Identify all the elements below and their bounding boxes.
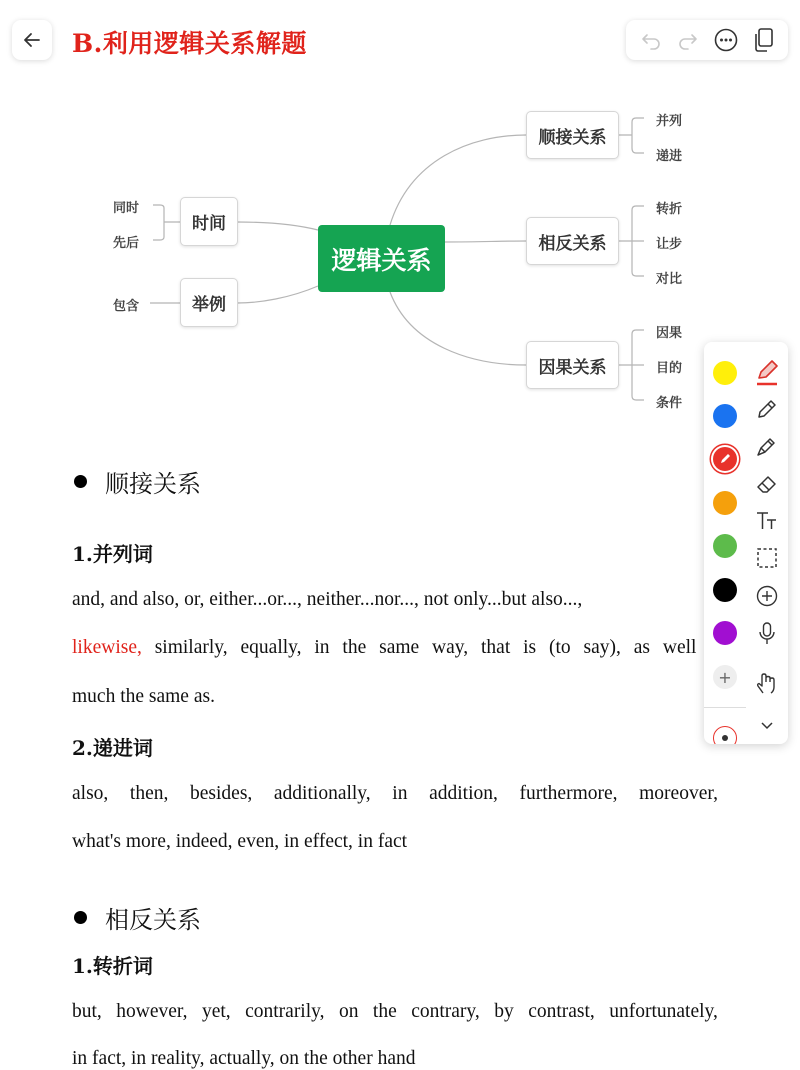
word: in xyxy=(314,637,330,658)
word: additionally, xyxy=(273,783,371,804)
text-line: what's more, indeed, even, in effect, in fact xyxy=(72,831,408,852)
collapse-palette-button[interactable] xyxy=(754,712,780,738)
word: contrarily, xyxy=(245,1001,325,1022)
highlighter-tool[interactable] xyxy=(754,433,780,459)
mind-map-root: 逻辑关系 xyxy=(318,225,445,292)
lasso-select-icon xyxy=(755,546,779,570)
subsection-heading: 2.递进词 xyxy=(72,736,153,760)
eraser-icon xyxy=(755,472,779,496)
copy-button[interactable] xyxy=(749,26,777,54)
mind-map-node-example: 举例 xyxy=(180,278,238,327)
word: yet, xyxy=(201,1001,231,1022)
more-button[interactable] xyxy=(712,26,740,54)
redo-button[interactable] xyxy=(674,26,702,54)
text-line-justified xyxy=(72,637,718,659)
color-swatch-orange[interactable] xyxy=(713,491,737,515)
section-heading-text: 顺接关系 xyxy=(105,470,201,498)
pencil-icon xyxy=(755,397,779,421)
mind-map-leaf: 包含 xyxy=(113,299,140,314)
word: equally, xyxy=(240,637,302,658)
marker-tool[interactable] xyxy=(754,359,780,385)
word: also, xyxy=(72,783,109,804)
word: well xyxy=(662,637,697,658)
highlight-word: likewise, xyxy=(72,637,142,658)
more-icon xyxy=(713,27,739,53)
hand-tool[interactable] xyxy=(754,670,780,696)
undo-button[interactable] xyxy=(637,26,665,54)
mind-map-leaf: 递进 xyxy=(656,149,683,164)
add-shape-icon xyxy=(755,584,779,608)
word: furthermore, xyxy=(519,783,618,804)
pencil-tool[interactable] xyxy=(754,396,780,422)
arrow-left-icon xyxy=(22,30,42,50)
word: unfortunately, xyxy=(609,1001,718,1022)
bullet-icon xyxy=(74,911,87,924)
word: then, xyxy=(129,783,169,804)
back-button[interactable] xyxy=(12,20,52,60)
word: same xyxy=(379,637,420,658)
hand-touch-icon xyxy=(754,670,780,696)
page-title: B.利用逻辑关系解题 xyxy=(72,29,307,58)
mind-map-node-time: 时间 xyxy=(180,197,238,246)
text-line: in fact, in reality, actually, on the other hand xyxy=(72,1048,416,1069)
add-color-button[interactable]: + xyxy=(713,665,737,689)
mind-map-leaf: 让步 xyxy=(656,237,683,252)
word: addition, xyxy=(429,783,498,804)
section-heading xyxy=(74,900,201,935)
mind-map-node-sequential: 顺接关系 xyxy=(526,111,619,159)
word: besides, xyxy=(190,783,253,804)
color-swatch-green[interactable] xyxy=(713,534,737,558)
word: say), xyxy=(583,637,621,658)
mind-map-leaf: 先后 xyxy=(113,236,140,251)
word: but, xyxy=(72,1001,102,1022)
lasso-select-tool[interactable] xyxy=(754,545,780,571)
palette-divider xyxy=(704,707,746,708)
mind-map-leaf: 因果 xyxy=(656,326,683,341)
bullet-icon xyxy=(74,475,87,488)
word: by xyxy=(494,1001,514,1022)
mind-map-leaf: 条件 xyxy=(656,396,683,411)
word: contrary, xyxy=(411,1001,480,1022)
pen-selected-icon xyxy=(713,447,737,471)
mind-map-leaf: 同时 xyxy=(113,201,140,216)
subsection-heading: 1.并列词 xyxy=(72,542,153,566)
word: on xyxy=(338,1001,359,1022)
text-tool-icon xyxy=(754,509,780,533)
word: in xyxy=(392,783,408,804)
color-swatch-red-selected[interactable] xyxy=(713,447,737,471)
section-heading-text: 相反关系 xyxy=(105,906,201,934)
word: similarly, xyxy=(154,637,228,658)
word: the xyxy=(372,1001,397,1022)
voice-tool[interactable] xyxy=(754,621,780,647)
word: is xyxy=(523,637,537,658)
redo-icon xyxy=(677,29,699,51)
mind-map-leaf: 并列 xyxy=(656,114,683,129)
copy-icon xyxy=(751,27,775,53)
marker-pen-icon xyxy=(754,358,780,386)
text-tool[interactable] xyxy=(754,508,780,534)
word: that xyxy=(481,637,511,658)
word: however, xyxy=(116,1001,188,1022)
text-line: and, and also, or, either...or..., neither...nor..., not only...but also..., xyxy=(72,589,583,610)
section-heading xyxy=(74,464,201,499)
mind-map-leaf: 转折 xyxy=(656,202,683,217)
mind-map-leaf: 目的 xyxy=(656,361,683,376)
word: the xyxy=(342,637,367,658)
subsection-heading: 1.转折词 xyxy=(72,954,153,978)
color-swatch-blue[interactable] xyxy=(713,404,737,428)
stroke-size-button[interactable] xyxy=(713,726,737,744)
mind-map-node-opposite: 相反关系 xyxy=(526,217,619,265)
top-toolbar xyxy=(626,20,788,60)
color-swatch-yellow[interactable] xyxy=(713,361,737,385)
color-swatch-black[interactable] xyxy=(713,578,737,602)
mind-map xyxy=(0,90,800,410)
word: contrast, xyxy=(528,1001,595,1022)
chevron-down-icon xyxy=(758,716,776,734)
text-line: much the same as. xyxy=(72,686,215,707)
color-swatch-purple[interactable] xyxy=(713,621,737,645)
pen-palette xyxy=(704,342,788,744)
word: way, xyxy=(432,637,469,658)
undo-icon xyxy=(640,29,662,51)
highlighter-icon xyxy=(755,434,779,458)
mind-map-leaf: 对比 xyxy=(656,272,683,287)
text-line-justified xyxy=(72,783,718,805)
text-line-justified xyxy=(72,1001,718,1023)
word: as xyxy=(633,637,651,658)
eraser-tool[interactable] xyxy=(754,471,780,497)
microphone-icon xyxy=(755,621,779,647)
word: (to xyxy=(549,637,571,658)
add-shape-tool[interactable] xyxy=(754,583,780,609)
mind-map-node-causal: 因果关系 xyxy=(526,341,619,389)
word: moreover, xyxy=(639,783,718,804)
